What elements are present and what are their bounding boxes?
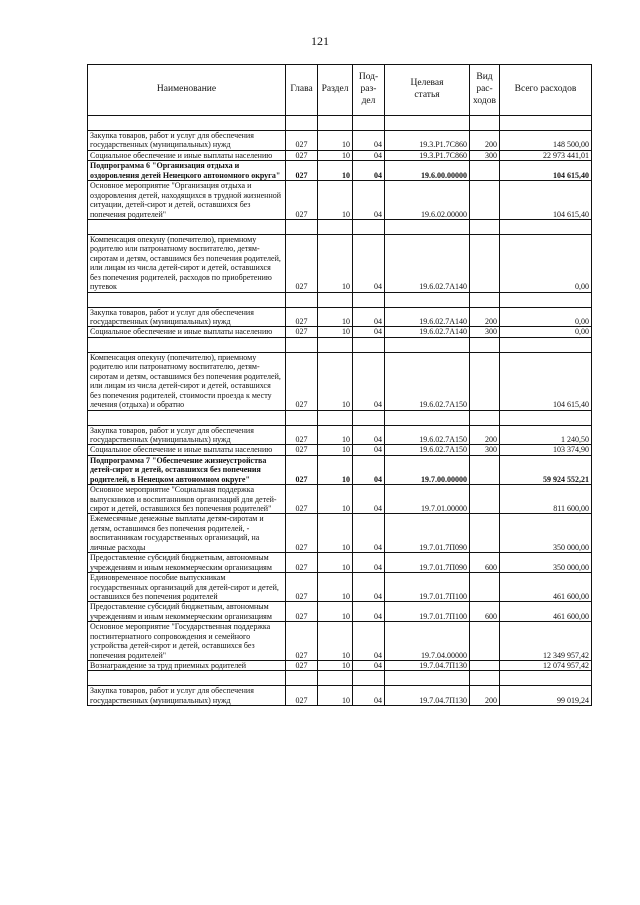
cell-expense-type bbox=[470, 410, 500, 425]
cell-subsection bbox=[353, 116, 385, 131]
cell-chapter: 027 bbox=[286, 131, 318, 151]
cell-total bbox=[500, 219, 592, 234]
cell-target: 19.7.01.7П090 bbox=[385, 553, 470, 573]
table-row bbox=[88, 622, 592, 661]
cell-target: 19.7.01.7П090 bbox=[385, 514, 470, 553]
cell-chapter: 027 bbox=[286, 352, 318, 410]
cell-section: 10 bbox=[318, 602, 353, 622]
cell-name: Подпрограмма 7 "Обеспечение жизнеустройства детей-сирот и детей, оставшихся без попечения родителей, в Ненецком автономном округе" bbox=[88, 455, 286, 484]
cell-chapter: 027 bbox=[286, 181, 318, 220]
cell-total bbox=[500, 292, 592, 307]
cell-expense-type bbox=[470, 573, 500, 602]
cell-expense-type: 200 bbox=[470, 307, 500, 327]
cell-total: 0,00 bbox=[500, 327, 592, 337]
cell-subsection: 04 bbox=[353, 553, 385, 573]
cell-total: 104 615,40 bbox=[500, 161, 592, 181]
cell-target bbox=[385, 116, 470, 131]
cell-expense-type bbox=[470, 337, 500, 352]
cell-total: 0,00 bbox=[500, 234, 592, 292]
cell-section bbox=[318, 337, 353, 352]
cell-name: Социальное обеспечение и иные выплаты населению bbox=[88, 445, 286, 455]
cell-expense-type: 600 bbox=[470, 553, 500, 573]
cell-chapter: 027 bbox=[286, 514, 318, 553]
cell-section bbox=[318, 292, 353, 307]
cell-chapter bbox=[286, 219, 318, 234]
cell-name: Предоставление субсидий бюджетным, автономным учреждениям и иным некоммерческим организациям bbox=[88, 602, 286, 622]
cell-target: 19.6.00.00000 bbox=[385, 161, 470, 181]
cell-chapter: 027 bbox=[286, 553, 318, 573]
cell-expense-type bbox=[470, 219, 500, 234]
cell-name: Закупка товаров, работ и услуг для обеспечения государственных (муниципальных) нужд bbox=[88, 425, 286, 445]
cell-expense-type bbox=[470, 292, 500, 307]
cell-chapter bbox=[286, 292, 318, 307]
header-total: Всего расходов bbox=[500, 65, 592, 116]
table-row bbox=[88, 352, 592, 410]
cell-name bbox=[88, 116, 286, 131]
spacer-row bbox=[88, 671, 592, 686]
cell-section: 10 bbox=[318, 553, 353, 573]
cell-expense-type bbox=[470, 671, 500, 686]
table-row bbox=[88, 181, 592, 220]
cell-subsection: 04 bbox=[353, 181, 385, 220]
cell-chapter bbox=[286, 116, 318, 131]
cell-expense-type: 300 bbox=[470, 327, 500, 337]
cell-name: Основное мероприятие "Государственная поддержка постинтернатного сопровождения и семейного устройства детей-сирот и детей, оставшихся без попечения родителей" bbox=[88, 622, 286, 661]
spacer-row bbox=[88, 337, 592, 352]
cell-target: 19.7.01.00000 bbox=[385, 485, 470, 514]
cell-subsection bbox=[353, 410, 385, 425]
cell-name bbox=[88, 219, 286, 234]
cell-chapter: 027 bbox=[286, 307, 318, 327]
table-row bbox=[88, 161, 592, 181]
cell-name: Ежемесячные денежные выплаты детям-сиротам и детям, оставшимся без попечения родителей, - воспитанникам государственных организаций, на личные расходы bbox=[88, 514, 286, 553]
cell-name: Основное мероприятие "Социальная поддержка выпускников и воспитанников организаций для детей-сирот и детей, оставшихся без попечения родителей" bbox=[88, 485, 286, 514]
table-row bbox=[88, 553, 592, 573]
cell-chapter: 027 bbox=[286, 485, 318, 514]
header-chapter: Глава bbox=[286, 65, 318, 116]
cell-section: 10 bbox=[318, 455, 353, 484]
budget-table bbox=[87, 64, 592, 706]
page-number: 121 bbox=[311, 34, 329, 48]
cell-total: 1 240,50 bbox=[500, 425, 592, 445]
cell-expense-type: 200 bbox=[470, 686, 500, 706]
cell-subsection: 04 bbox=[353, 234, 385, 292]
cell-section: 10 bbox=[318, 622, 353, 661]
cell-expense-type: 200 bbox=[470, 425, 500, 445]
cell-target: 19.6.02.7A140 bbox=[385, 327, 470, 337]
cell-total: 22 973 441,01 bbox=[500, 150, 592, 160]
cell-name: Компенсация опекуну (попечителю), приемному родителю или патронатному воспитателю, детям-сиротам и детям, оставшимся без попечения родителей, или лицам из числа детей-сирот и детей, оставшихся без попечения родителей, стоимости проезда к месту лечения (отдыха) и обратно bbox=[88, 352, 286, 410]
cell-target: 19.7.04.7П130 bbox=[385, 686, 470, 706]
cell-subsection: 04 bbox=[353, 307, 385, 327]
cell-subsection: 04 bbox=[353, 131, 385, 151]
cell-total: 350 000,00 bbox=[500, 514, 592, 553]
cell-target bbox=[385, 219, 470, 234]
cell-total: 461 600,00 bbox=[500, 602, 592, 622]
header-target: Целевая статья bbox=[385, 65, 470, 116]
cell-subsection: 04 bbox=[353, 514, 385, 553]
cell-section: 10 bbox=[318, 485, 353, 514]
cell-section bbox=[318, 410, 353, 425]
cell-expense-type bbox=[470, 181, 500, 220]
cell-section: 10 bbox=[318, 425, 353, 445]
cell-chapter: 027 bbox=[286, 161, 318, 181]
table-row bbox=[88, 514, 592, 553]
cell-total: 103 374,90 bbox=[500, 445, 592, 455]
cell-subsection bbox=[353, 671, 385, 686]
cell-target: 19.7.01.7П100 bbox=[385, 602, 470, 622]
cell-name: Предоставление субсидий бюджетным, автономным учреждениям и иным некоммерческим организациям bbox=[88, 553, 286, 573]
cell-subsection: 04 bbox=[353, 425, 385, 445]
cell-expense-type bbox=[470, 234, 500, 292]
cell-name bbox=[88, 292, 286, 307]
cell-chapter: 027 bbox=[286, 150, 318, 160]
cell-target: 19.7.00.00000 bbox=[385, 455, 470, 484]
cell-name: Закупка товаров, работ и услуг для обеспечения государственных (муниципальных) нужд bbox=[88, 307, 286, 327]
header-row bbox=[88, 65, 592, 116]
cell-total: 350 000,00 bbox=[500, 553, 592, 573]
cell-chapter bbox=[286, 671, 318, 686]
table-row bbox=[88, 131, 592, 151]
table-row bbox=[88, 445, 592, 455]
cell-target: 19.6.02.7A150 bbox=[385, 445, 470, 455]
cell-name: Закупка товаров, работ и услуг для обеспечения государственных (муниципальных) нужд bbox=[88, 686, 286, 706]
cell-expense-type bbox=[470, 116, 500, 131]
cell-name: Социальное обеспечение и иные выплаты населению bbox=[88, 327, 286, 337]
cell-target: 19.6.02.00000 bbox=[385, 181, 470, 220]
cell-target: 19.6.02.7A140 bbox=[385, 307, 470, 327]
cell-total bbox=[500, 410, 592, 425]
cell-expense-type bbox=[470, 661, 500, 671]
cell-subsection: 04 bbox=[353, 455, 385, 484]
cell-target: 19.7.01.7П100 bbox=[385, 573, 470, 602]
cell-section: 10 bbox=[318, 661, 353, 671]
cell-total: 12 349 957,42 bbox=[500, 622, 592, 661]
cell-expense-type: 300 bbox=[470, 445, 500, 455]
cell-chapter: 027 bbox=[286, 455, 318, 484]
cell-target: 19.3.P1.7C860 bbox=[385, 150, 470, 160]
cell-total: 104 615,40 bbox=[500, 352, 592, 410]
cell-subsection: 04 bbox=[353, 327, 385, 337]
cell-chapter bbox=[286, 337, 318, 352]
cell-name bbox=[88, 671, 286, 686]
cell-chapter: 027 bbox=[286, 425, 318, 445]
cell-total: 104 615,40 bbox=[500, 181, 592, 220]
cell-chapter: 027 bbox=[286, 602, 318, 622]
cell-chapter bbox=[286, 410, 318, 425]
cell-subsection: 04 bbox=[353, 686, 385, 706]
cell-expense-type bbox=[470, 622, 500, 661]
cell-expense-type bbox=[470, 352, 500, 410]
cell-section: 10 bbox=[318, 131, 353, 151]
cell-chapter: 027 bbox=[286, 573, 318, 602]
table-row bbox=[88, 602, 592, 622]
cell-subsection bbox=[353, 337, 385, 352]
cell-section bbox=[318, 219, 353, 234]
cell-chapter: 027 bbox=[286, 327, 318, 337]
cell-name: Закупка товаров, работ и услуг для обеспечения государственных (муниципальных) нужд bbox=[88, 131, 286, 151]
table-row bbox=[88, 150, 592, 160]
cell-expense-type: 200 bbox=[470, 131, 500, 151]
cell-chapter: 027 bbox=[286, 234, 318, 292]
cell-chapter: 027 bbox=[286, 686, 318, 706]
cell-total: 461 600,00 bbox=[500, 573, 592, 602]
cell-target bbox=[385, 671, 470, 686]
cell-chapter: 027 bbox=[286, 445, 318, 455]
cell-subsection: 04 bbox=[353, 352, 385, 410]
cell-subsection: 04 bbox=[353, 602, 385, 622]
spacer-row bbox=[88, 410, 592, 425]
table-row bbox=[88, 307, 592, 327]
cell-section: 10 bbox=[318, 573, 353, 602]
cell-subsection: 04 bbox=[353, 573, 385, 602]
cell-subsection: 04 bbox=[353, 150, 385, 160]
cell-subsection: 04 bbox=[353, 445, 385, 455]
cell-section bbox=[318, 671, 353, 686]
cell-target bbox=[385, 410, 470, 425]
cell-name: Единовременное пособие выпускникам государственных организаций для детей-сирот и детей, оставшихся без попечения родителей bbox=[88, 573, 286, 602]
cell-section: 10 bbox=[318, 686, 353, 706]
cell-subsection: 04 bbox=[353, 485, 385, 514]
cell-total: 0,00 bbox=[500, 307, 592, 327]
cell-target: 19.7.04.00000 bbox=[385, 622, 470, 661]
header-name: Наименование bbox=[88, 65, 286, 116]
cell-section: 10 bbox=[318, 234, 353, 292]
cell-target bbox=[385, 292, 470, 307]
cell-section: 10 bbox=[318, 161, 353, 181]
cell-target: 19.6.02.7A150 bbox=[385, 352, 470, 410]
cell-expense-type: 300 bbox=[470, 150, 500, 160]
cell-section: 10 bbox=[318, 181, 353, 220]
table-row bbox=[88, 686, 592, 706]
cell-subsection: 04 bbox=[353, 661, 385, 671]
table-row bbox=[88, 661, 592, 671]
table-row bbox=[88, 573, 592, 602]
cell-chapter: 027 bbox=[286, 661, 318, 671]
cell-total: 59 924 552,21 bbox=[500, 455, 592, 484]
spacer-row bbox=[88, 219, 592, 234]
cell-name: Социальное обеспечение и иные выплаты населению bbox=[88, 150, 286, 160]
cell-name: Основное мероприятие "Организация отдыха и оздоровления детей, находящихся в трудной жизненной ситуации, детей-сирот и детей, оставшихся без попечения родителей" bbox=[88, 181, 286, 220]
cell-section: 10 bbox=[318, 307, 353, 327]
cell-total bbox=[500, 337, 592, 352]
cell-section: 10 bbox=[318, 352, 353, 410]
cell-target: 19.6.02.7A150 bbox=[385, 425, 470, 445]
table-body bbox=[88, 116, 592, 706]
cell-section: 10 bbox=[318, 150, 353, 160]
spacer-row bbox=[88, 292, 592, 307]
cell-total: 148 500,00 bbox=[500, 131, 592, 151]
table-row bbox=[88, 485, 592, 514]
cell-chapter: 027 bbox=[286, 622, 318, 661]
spacer-row bbox=[88, 116, 592, 131]
cell-expense-type: 600 bbox=[470, 602, 500, 622]
cell-name: Подпрограмма 6 "Организация отдыха и оздоровления детей Ненецкого автономного округа" bbox=[88, 161, 286, 181]
cell-target bbox=[385, 337, 470, 352]
cell-subsection bbox=[353, 219, 385, 234]
cell-target: 19.7.04.7П130 bbox=[385, 661, 470, 671]
cell-name bbox=[88, 337, 286, 352]
cell-name bbox=[88, 410, 286, 425]
cell-section: 10 bbox=[318, 514, 353, 553]
cell-section bbox=[318, 116, 353, 131]
cell-section: 10 bbox=[318, 445, 353, 455]
cell-expense-type bbox=[470, 455, 500, 484]
cell-total bbox=[500, 671, 592, 686]
cell-section: 10 bbox=[318, 327, 353, 337]
cell-subsection: 04 bbox=[353, 161, 385, 181]
cell-target: 19.3.P1.7C860 bbox=[385, 131, 470, 151]
cell-total: 811 600,00 bbox=[500, 485, 592, 514]
table-row bbox=[88, 327, 592, 337]
table-row bbox=[88, 425, 592, 445]
cell-target: 19.6.02.7A140 bbox=[385, 234, 470, 292]
cell-expense-type bbox=[470, 161, 500, 181]
cell-expense-type bbox=[470, 514, 500, 553]
cell-total: 12 074 957,42 bbox=[500, 661, 592, 671]
cell-expense-type bbox=[470, 485, 500, 514]
table-row bbox=[88, 455, 592, 484]
table-row bbox=[88, 234, 592, 292]
header-section: Раздел bbox=[318, 65, 353, 116]
cell-name: Вознаграждение за труд приемных родителей bbox=[88, 661, 286, 671]
header-subsection: Под- раз- дел bbox=[353, 65, 385, 116]
cell-total bbox=[500, 116, 592, 131]
cell-subsection bbox=[353, 292, 385, 307]
cell-subsection: 04 bbox=[353, 622, 385, 661]
header-expense-type: Вид рас- ходов bbox=[470, 65, 500, 116]
cell-name: Компенсация опекуну (попечителю), приемному родителю или патронатному воспитателю, детям-сиротам и детям, оставшимся без попечения родителей, или лицам из числа детей-сирот и детей, оставшихся без попечения родителей, расходов по приобретению путевок bbox=[88, 234, 286, 292]
cell-total: 99 019,24 bbox=[500, 686, 592, 706]
